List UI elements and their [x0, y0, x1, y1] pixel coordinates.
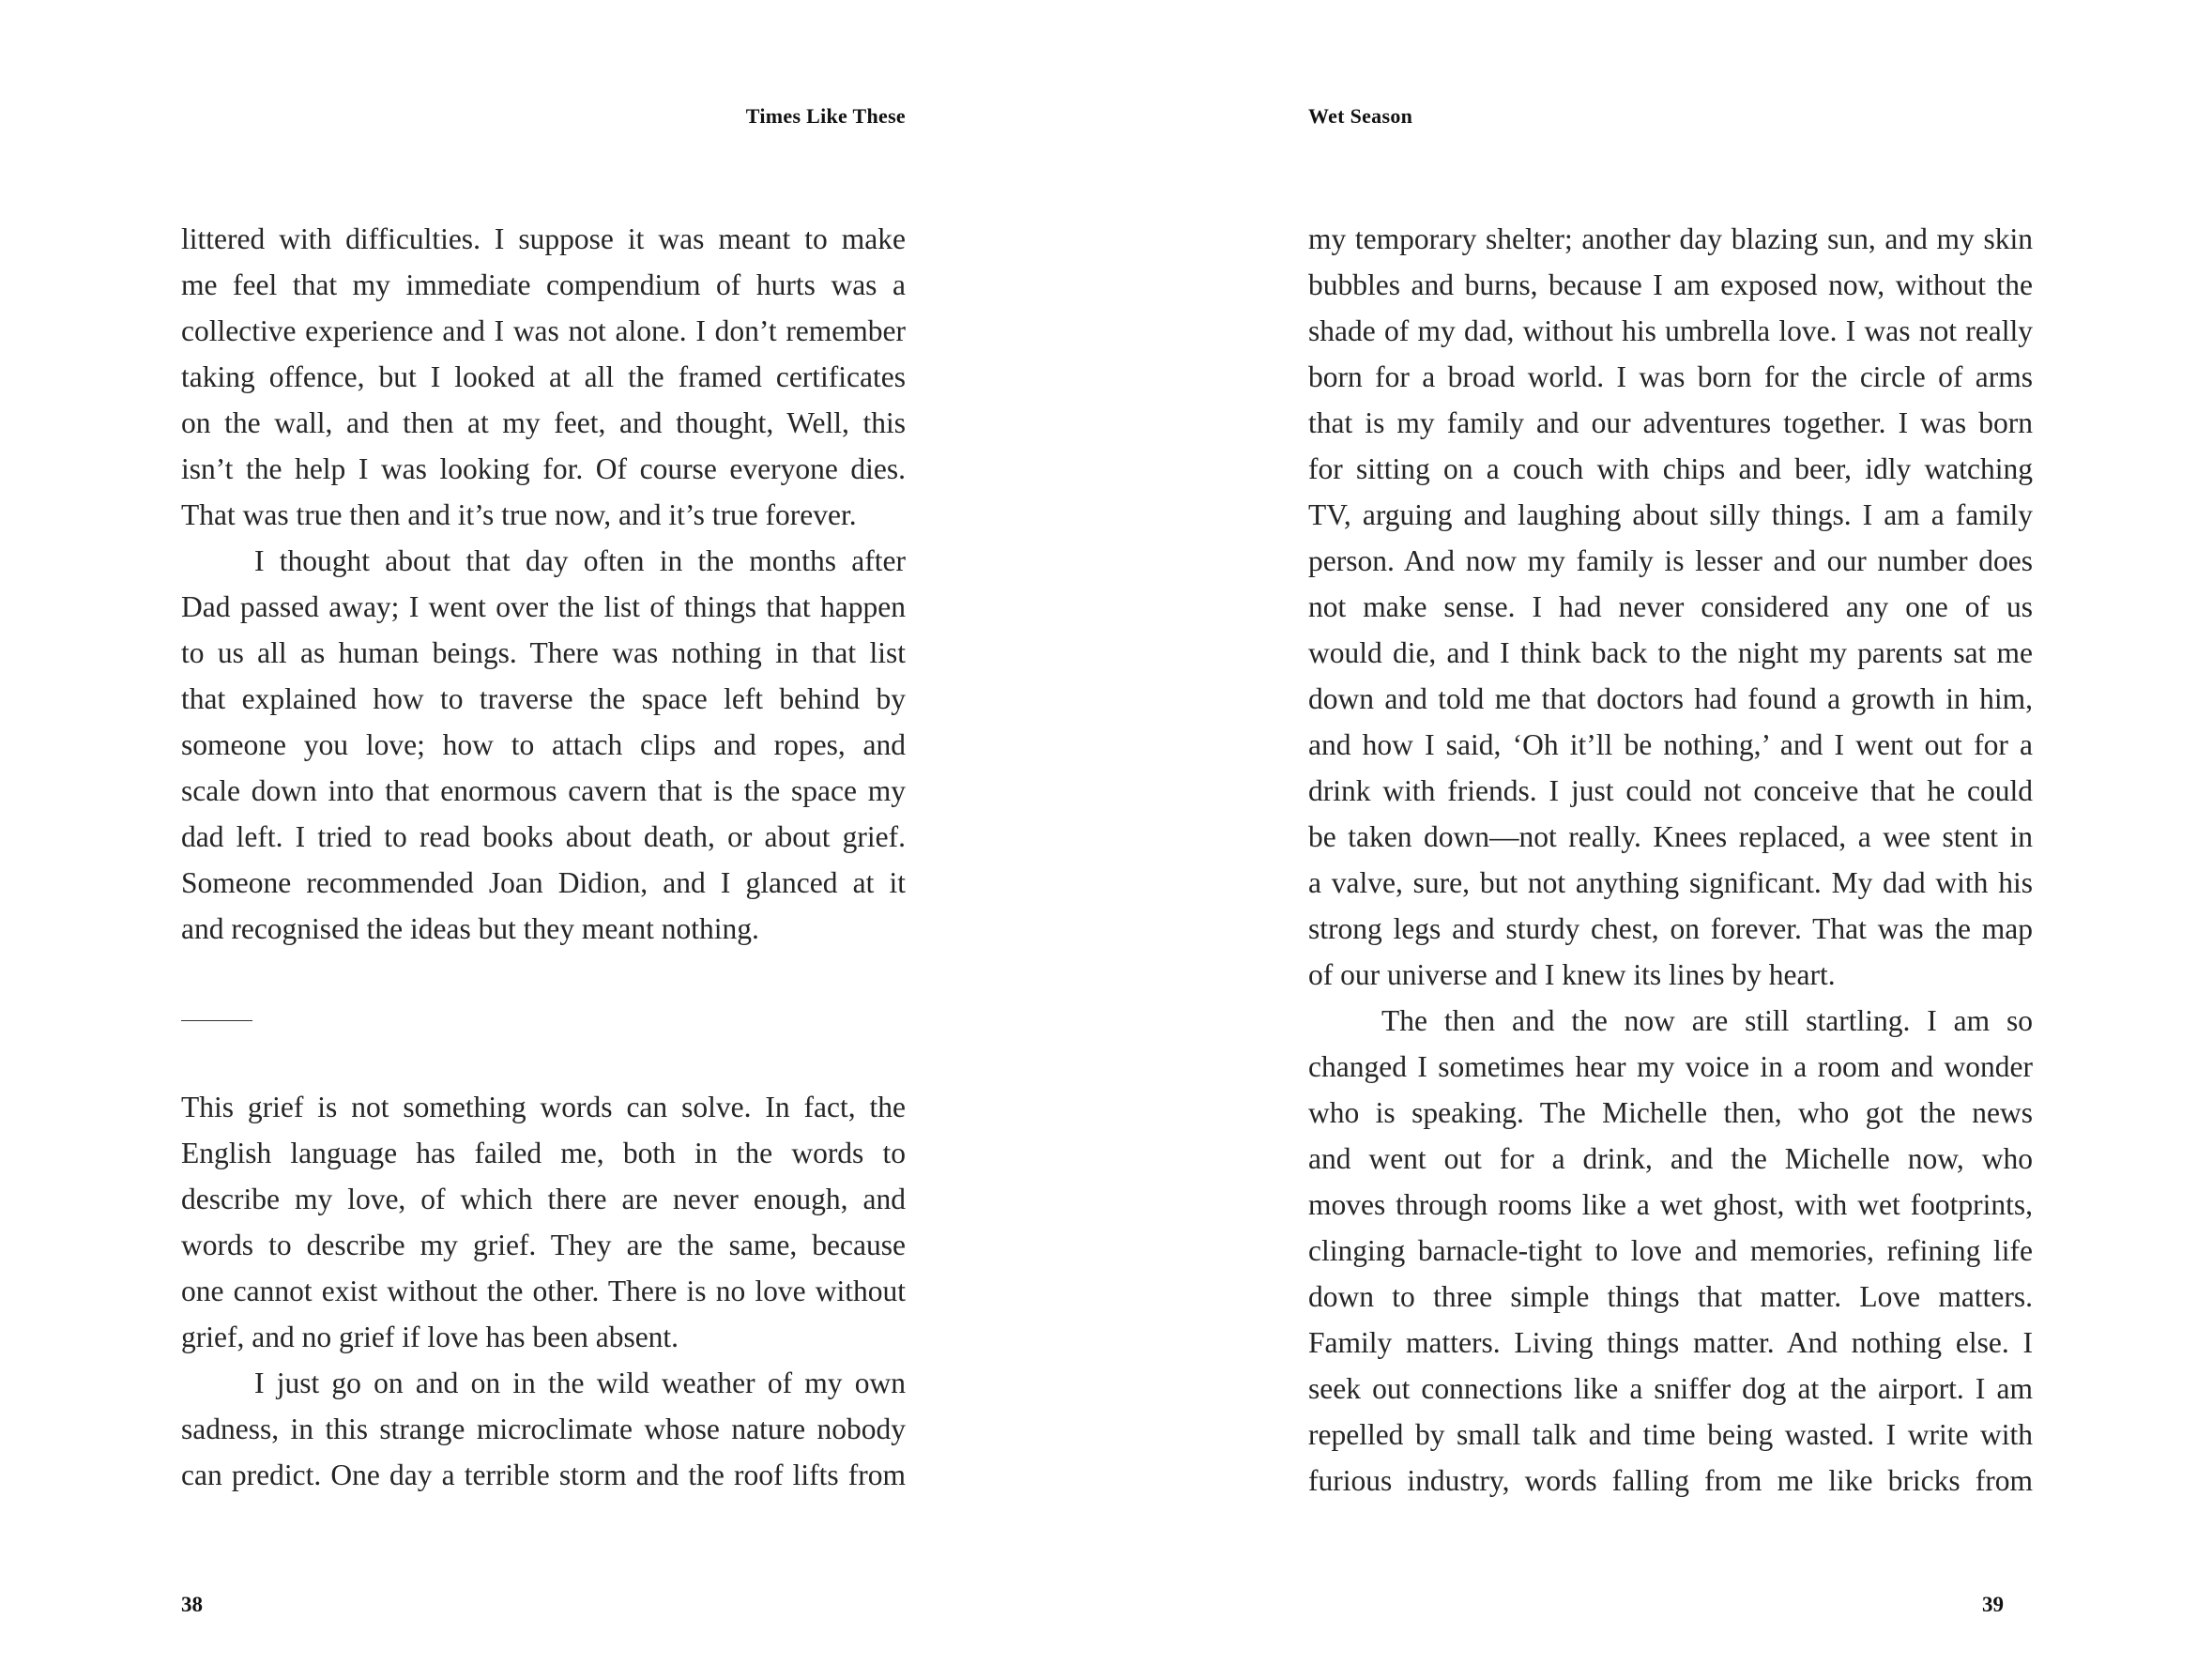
- text-line: isn’t the help I was looking for. Of course everyone dies.: [181, 452, 906, 485]
- text-line: Family matters. Living things matter. And nothing else. I: [1308, 1326, 2033, 1359]
- page-number: 39: [1982, 1593, 2004, 1616]
- text-line: furious industry, words falling from me like bricks from: [1308, 1464, 2033, 1497]
- text-line: be taken down—not really. Knees replaced, a wee stent in: [1308, 820, 2033, 853]
- body-text-block: [181, 216, 906, 952]
- text-line: one cannot exist without the other. There is no love without: [181, 1275, 906, 1307]
- text-line: I thought about that day often in the months after: [254, 544, 906, 577]
- text-line: scale down into that enormous cavern that is the space my: [181, 774, 906, 807]
- text-line: repelled by small talk and time being wasted. I write with: [1308, 1418, 2033, 1451]
- right-page: [1099, 0, 2197, 1680]
- text-line: a valve, sure, but not anything significant. My dad with his: [1308, 866, 2033, 899]
- text-line: moves through rooms like a wet ghost, with wet footprints,: [1308, 1188, 2033, 1221]
- text-line: The then and the now are still startling. I am so: [1381, 1004, 2033, 1037]
- text-line: person. And now my family is lesser and our number does: [1308, 544, 2033, 577]
- text-line: to us all as human beings. There was nothing in that list: [181, 636, 906, 669]
- text-line: changed I sometimes hear my voice in a room and wonder: [1308, 1050, 2033, 1083]
- text-line: clinging barnacle-tight to love and memories, refining life: [1308, 1234, 2033, 1267]
- section-break-rule: [181, 1020, 252, 1021]
- text-line: seek out connections like a sniffer dog at the airport. I am: [1308, 1372, 2033, 1405]
- text-line: describe my love, of which there are never enough, and: [181, 1183, 906, 1215]
- text-line: down to three simple things that matter. Love matters.: [1308, 1280, 2033, 1313]
- text-line: would die, and I think back to the night my parents sat me: [1308, 636, 2033, 669]
- text-line: and recognised the ideas but they meant nothing.: [181, 912, 759, 945]
- text-line: English language has failed me, both in the words to: [181, 1137, 906, 1169]
- text-line: grief, and no grief if love has been absent.: [181, 1321, 679, 1353]
- text-line: can predict. One day a terrible storm and the roof lifts from: [181, 1459, 906, 1491]
- text-line: that explained how to traverse the space left behind by: [181, 682, 906, 715]
- body-text-block: [1308, 216, 2033, 1504]
- text-line: and how I said, ‘Oh it’ll be nothing,’ and I went out for a: [1308, 728, 2033, 761]
- text-line: TV, arguing and laughing about silly things. I am a family: [1308, 498, 2033, 531]
- text-line: words to describe my grief. They are the same, because: [181, 1229, 906, 1261]
- text-line: That was true then and it’s true now, and it’s true forever.: [181, 498, 857, 531]
- text-line: born for a broad world. I was born for the circle of arms: [1308, 360, 2033, 393]
- text-line: that is my family and our adventures together. I was born: [1308, 406, 2033, 439]
- text-line: my temporary shelter; another day blazing sun, and my skin: [1308, 222, 2033, 255]
- text-line: me feel that my immediate compendium of hurts was a: [181, 268, 906, 301]
- text-line: for sitting on a couch with chips and beer, idly watching: [1308, 452, 2033, 485]
- running-head: Times Like These: [745, 104, 906, 128]
- text-line: and went out for a drink, and the Michelle now, who: [1308, 1142, 2033, 1175]
- text-line: Dad passed away; I went over the list of things that happen: [181, 590, 906, 623]
- left-page: [0, 0, 1098, 1680]
- text-line: not make sense. I had never considered any one of us: [1308, 590, 2033, 623]
- text-line: drink with friends. I just could not conceive that he could: [1308, 774, 2033, 807]
- text-line: taking offence, but I looked at all the framed certificates: [181, 360, 906, 393]
- text-line: someone you love; how to attach clips and ropes, and: [181, 728, 906, 761]
- text-line: Someone recommended Joan Didion, and I glanced at it: [181, 866, 906, 899]
- text-line: of our universe and I knew its lines by heart.: [1308, 958, 1836, 991]
- body-text-block: [181, 1084, 906, 1498]
- running-head: Wet Season: [1308, 104, 1413, 128]
- text-line: on the wall, and then at my feet, and thought, Well, this: [181, 406, 906, 439]
- text-line: strong legs and sturdy chest, on forever. That was the map: [1308, 912, 2033, 945]
- text-line: down and told me that doctors had found a growth in him,: [1308, 682, 2033, 715]
- text-line: I just go on and on in the wild weather of my own: [254, 1367, 906, 1399]
- text-line: littered with difficulties. I suppose it was meant to make: [181, 222, 906, 255]
- page-number: 38: [181, 1593, 203, 1616]
- text-line: collective experience and I was not alone. I don’t remember: [181, 314, 906, 347]
- text-line: dad left. I tried to read books about death, or about grief.: [181, 820, 906, 853]
- text-line: bubbles and burns, because I am exposed now, without the: [1308, 268, 2033, 301]
- text-line: sadness, in this strange microclimate whose nature nobody: [181, 1413, 906, 1445]
- text-line: This grief is not something words can solve. In fact, the: [181, 1091, 906, 1123]
- text-line: who is speaking. The Michelle then, who got the news: [1308, 1096, 2033, 1129]
- text-line: shade of my dad, without his umbrella love. I was not really: [1308, 314, 2033, 347]
